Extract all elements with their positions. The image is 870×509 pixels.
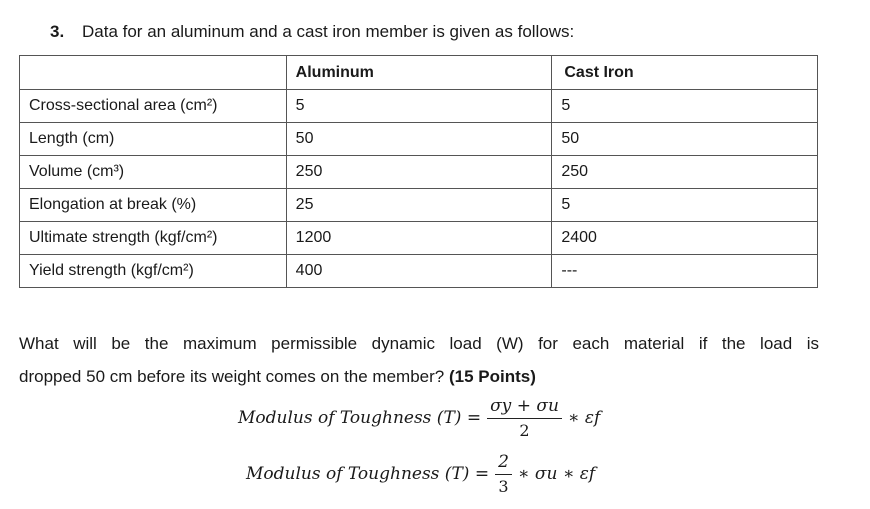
data-table: [19, 55, 818, 288]
header-cell-cast-iron: Cast Iron: [552, 56, 818, 90]
toughness-formula-1: [238, 396, 600, 440]
points-label: (15 Points): [448, 367, 536, 386]
formula-1-fraction: [487, 396, 562, 440]
question-title: Data for an aluminum and a cast iron member is given as follows:: [82, 22, 575, 41]
formula-1-numerator: σy + σu: [487, 396, 562, 419]
cast-iron-value: 2400: [552, 222, 818, 255]
table-row: [20, 222, 818, 255]
row-label: Cross-sectional area (cm²): [20, 90, 287, 123]
row-label: Yield strength (kgf/cm²): [20, 255, 287, 288]
paragraph-line-2: dropped 50 cm before its weight comes on the member?: [19, 367, 445, 386]
aluminum-value: 50: [286, 123, 552, 156]
table-row: [20, 156, 818, 189]
row-label: Elongation at break (%): [20, 189, 287, 222]
cast-iron-value: ---: [552, 255, 818, 288]
question-number: 3.: [50, 22, 65, 41]
table-header-row: [20, 56, 818, 90]
question-paragraph: [19, 327, 819, 393]
aluminum-value: 1200: [286, 222, 552, 255]
formula-1-lhs: Modulus of Toughness (T) =: [238, 408, 482, 428]
aluminum-value: 5: [286, 90, 552, 123]
row-label: Volume (cm³): [20, 156, 287, 189]
row-label: Ultimate strength (kgf/cm²): [20, 222, 287, 255]
paragraph-line-1: What will be the maximum permissible dynamic load (W) for each material if the load is: [19, 334, 819, 353]
formula-2-denominator: 3: [498, 477, 509, 496]
table-row: [20, 255, 818, 288]
header-cell-aluminum: Aluminum: [286, 56, 552, 90]
formula-2-lhs: Modulus of Toughness (T) =: [246, 464, 490, 484]
cast-iron-value: 5: [552, 90, 818, 123]
table-row: [20, 90, 818, 123]
aluminum-value: 400: [286, 255, 552, 288]
formula-2-fraction: [495, 452, 512, 496]
cast-iron-value: 5: [552, 189, 818, 222]
aluminum-value: 250: [286, 156, 552, 189]
formula-1-denominator: 2: [519, 421, 530, 440]
cast-iron-value: 50: [552, 123, 818, 156]
table-row: [20, 123, 818, 156]
formula-1-rhs: ∗ εf: [567, 408, 601, 428]
formula-2-rhs: ∗ σu ∗ εf: [517, 464, 596, 484]
cast-iron-value: 250: [552, 156, 818, 189]
aluminum-value: 25: [286, 189, 552, 222]
header-cell-blank: [20, 56, 287, 90]
table-row: [20, 189, 818, 222]
row-label: Length (cm): [20, 123, 287, 156]
toughness-formula-2: [246, 452, 595, 496]
formula-2-numerator: 2: [495, 452, 512, 475]
